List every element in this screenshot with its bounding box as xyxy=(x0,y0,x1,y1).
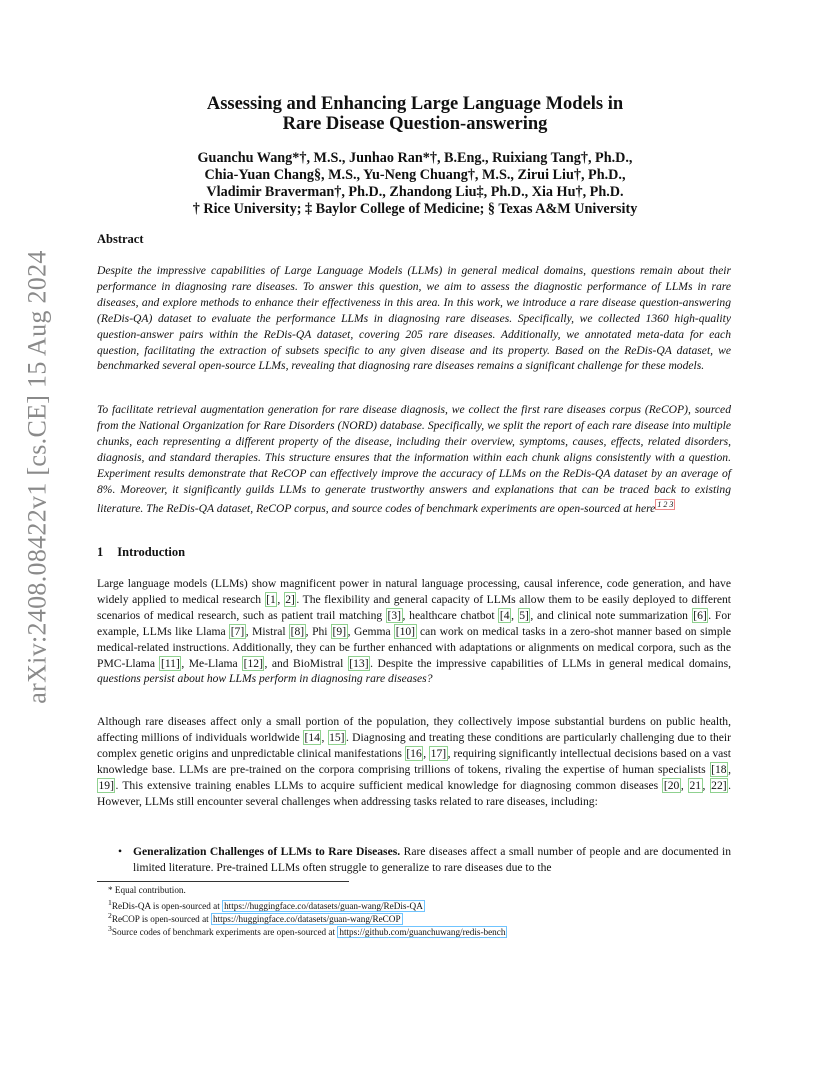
authors-line-3: Vladimir Braverman†, Ph.D., Zhandong Liu‡, Ph.D., Xia Hu†, Ph.D. xyxy=(206,184,624,200)
abstract-paragraph-1: Despite the impressive capabilities of Large Language Models (LLMs) in general medical domains, questions remain about their performance in diagnosing rare diseases. To answer this question, we aim to assess the diagnostic performance of LLMs in rare diseases, and explore methods to enhance their effectiveness in this area. In this work, we introduce a rare disease question-answering (ReDis-QA) dataset to evaluate the performance LLMs in diagnosing rare diseases. Specifically, we collected 1360 high-quality question-answer pairs within the ReDis-QA dataset, covering 205 rare diseases. Additionally, we annotated meta-data for each question, facilitating the extraction of subsets specific to any given disease and its property. Based on the ReDis-QA dataset, we benchmarked several open-source LLMs, revealing that diagnosing rare diseases remains a significant challenge for these models. xyxy=(97,264,731,373)
arxiv-id: arXiv:2408.08422v1 [cs.CE] 15 Aug 2024 xyxy=(23,250,52,704)
paper-title xyxy=(120,94,710,134)
intro-paragraph-2: Although rare diseases affect only a small portion of the population, they collectively impose substantial burdens on public health, affecting millions of individuals worldwide [14 , 15] . Diagnosing and treating these conditions are particularly challenging due to their complex genetic origins and unpredictable clinical manifestations [16 , 17] , requiring significantly intellectual decisions based on a vast knowledge base. LLMs are pre-trained on the corpora comprising trillions of tokens, rivaling the expertise of human specialists [18 , 19] . This extensive training enables LLMs to acquire sufficient medical knowledge for diagnosing common diseases [20 , 21 , 22] . However, LLMs still encounter several challenges when addressing tasks related to rare diseases, including: xyxy=(97,715,732,808)
footnote-2-text: ReCOP is open-sourced at xyxy=(111,914,212,925)
section-number: 1 xyxy=(97,545,104,559)
abstract-paragraph-2-text: To facilitate retrieval augmentation generation for rare disease diagnosis, we collect the first rare diseases corpus (ReCOP), sourced from the National Organization for Rare Disorders (NORD) database. Specifically, we split the report of each rare disease into multiple chunks, each representing a different property of the disease, including their overview, symptoms, causes, effects, related disorders, diagnosis, and standard therapies. This structure ensures that the information within each chunk aligns consistently with a question. Experiment results demonstrate that ReCOP can effectively improve the accuracy of LLMs on the ReDis-QA dataset by an average of 8%. Moreover, it significantly guilds LLMs to generate trustworthy answers and explanations that can be traced back to existing literature. The ReDis-QA dataset, ReCOP corpus, and source codes of benchmark experiments are open-sourced at here xyxy=(97,403,731,516)
footnote-3-link[interactable]: https://github.com/guanchuwang/redis-bench xyxy=(339,927,506,938)
footnote-3-text: Source codes of benchmark experiments are open-sourced at xyxy=(111,927,338,938)
intro-paragraph-1: Large language models (LLMs) show magnificent power in natural language processing, causal inference, code generation, and have widely applied to medical research [1 , 2] . The flexibility and general capacity of LLMs allow them to be easily deployed to different scenarios of medical research, such as patient trail matching [3] , healthcare chatbot [4 , 5] , and clinical note summarization [6] . For example, LLMs like Llama [7] , Mistral [8] , Phi [9] , Gemma [10] can work on medical tasks in a zero-shot manner based on simple medical-related instructions. Additionally, they can be further enhanced with adaptations or alignments on medical corpora, such as the PMC-Llama [11] , Me-Llama [12] , and BioMistral [13] . Despite the impressive capabilities of LLMs in general medical domains, questions persist about how LLMs perform in diagnosing rare diseases? xyxy=(97,577,732,686)
footnote-1-link[interactable]: https://huggingface.co/datasets/guan-wang/ReDis-QA xyxy=(224,901,423,912)
arxiv-sidebar-stamp xyxy=(16,250,60,704)
list-item-lead: Generalization Challenges of LLMs to Rare Diseases. xyxy=(133,845,401,858)
bullet-dot: • xyxy=(118,845,123,858)
footnote-1-text: ReDis-QA is open-sourced at xyxy=(111,901,223,912)
abstract-paragraph-2 xyxy=(97,402,731,517)
section-heading-introduction xyxy=(97,545,185,560)
affiliations: † Rice University; ‡ Baylor College of Medicine; § Texas A&M University xyxy=(192,201,638,217)
list-item-body: Rare diseases affect a small number of people and are documented in limited literature. Pre-trained LLMs often struggle to generalize to rare diseases due to the xyxy=(133,845,732,874)
authors-line-1: Guanchu Wang*†, M.S., Junhao Ran*†, B.Eng., Ruixiang Tang†, Ph.D., xyxy=(197,150,633,166)
footnote-2: $^2$ReCOP is open-sourced at https://huggingface.co/datasets/guan-wang/ReCOP xyxy=(108,911,401,925)
author-block xyxy=(120,150,710,218)
title-line-2: Rare Disease Question-answering xyxy=(282,114,548,134)
section-title: Introduction xyxy=(117,545,186,559)
list-item xyxy=(118,844,731,876)
authors-line-2: Chia-Yuan Chang§, M.S., Yu-Neng Chuang†, M.S., Zirui Liu†, Ph.D., xyxy=(204,167,626,183)
footnote-2-link[interactable]: https://huggingface.co/datasets/guan-wang/ReCOP xyxy=(213,914,401,925)
abstract-heading: Abstract xyxy=(97,232,144,246)
footnote-rule xyxy=(97,881,349,882)
footnote-1: $^1$ReDis-QA is open-sourced at https://huggingface.co/datasets/guan-wang/ReDis-QA xyxy=(108,898,423,912)
title-line-1: Assessing and Enhancing Large Language Models in xyxy=(206,94,624,114)
footnote-3: $^3$Source codes of benchmark experiments are open-sourced at https://github.com/guanchuwang/redis-bench xyxy=(108,924,506,938)
footnote-equal-contribution: * Equal contribution. xyxy=(108,885,186,895)
footnote-marks-link[interactable]: 1 2 3 xyxy=(657,500,674,510)
list-item-text xyxy=(133,844,731,876)
